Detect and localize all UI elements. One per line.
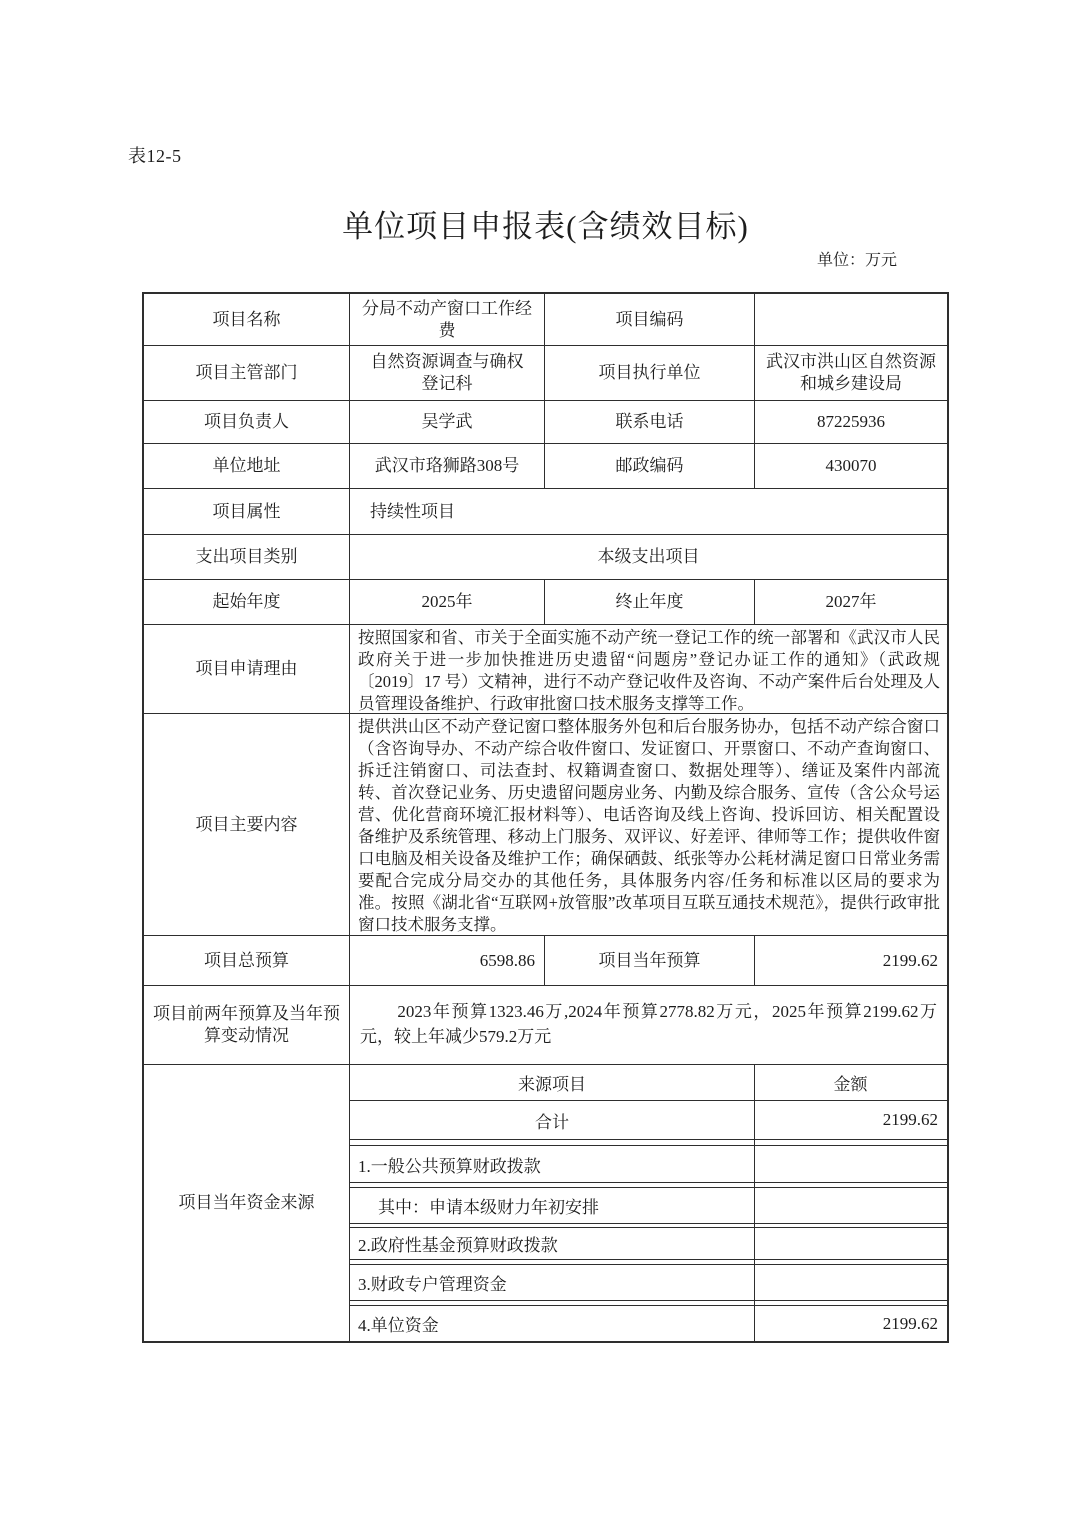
funding-sub-table [350,1065,947,1341]
label-current-year-funding: 项目当年资金来源 [144,1065,350,1341]
funding-column-divider [754,1065,755,1341]
value-project-leader: 吴学武 [350,401,545,443]
funding-row-total [350,1101,947,1140]
label-executing-unit: 项目执行单位 [545,346,755,400]
table-row [144,444,947,489]
label-expense-category: 支出项目类别 [144,535,350,579]
table-row [144,580,947,625]
value-supervising-dept: 自然资源调查与确权登记科 [350,346,545,400]
value-main-content: 提供洪山区不动产登记窗口整体服务外包和后台服务协办，包括不动产综合窗口（含咨询导办、不动产综合收件窗口、发证窗口、开票窗口、不动产查询窗口、拆迁注销窗口、司法查封、权籍调查窗口、数据处理等）、缮证及案件内部流转、首次登记业务、历史遗留问题房业务、内勤及综合服务、宣传（含公众号运营、优化营商环境汇报材料等）、电话咨询及线上咨询、投诉回访、相关配置设备维护及系统管理、移动上门服务、双评议、好差评、律师等工作；提供收件窗口电脑及相关设备及维护工作；确保硒鼓、纸张等办公耗材满足窗口日常业务需要配合完成分局交办的其他任务，具体服务内容/任务和标准以区局的要求为准。按照《湖北省“互联网+放管服”改革项目互联互通技术规范》，提供行政审批窗口技术服务支撑。 [358,717,940,934]
table-row [144,986,947,1065]
unit-note: 单位：万元 [816,252,897,269]
funding-item-name: 2.政府性基金预算财政拨款 [358,1236,558,1255]
value-previous-budgets: 2023年预算1323.46万,2024年预算2778.82万元，2025年预算2199.62万元，较上年减少579.2万元 [360,1002,937,1046]
value-expense-category: 本级支出项目 [597,547,700,566]
funding-col-source: 来源项目 [518,1075,586,1094]
label-contact-phone: 联系电话 [545,401,755,443]
label-end-year: 终止年度 [545,580,755,624]
funding-section-row [144,1065,947,1341]
value-project-name: 分局不动产窗口工作经费 [350,294,545,345]
value-unit-address: 武汉市珞狮路308号 [350,444,545,488]
table-row [144,625,947,714]
value-start-year: 2025年 [350,580,545,624]
funding-header-row [350,1065,947,1101]
label-project-code: 项目编码 [545,294,755,345]
value-executing-unit: 武汉市洪山区自然资源和城乡建设局 [766,352,936,393]
funding-total-amount: 2199.62 [882,1110,938,1129]
funding-row-own-level-arrangement [350,1187,947,1224]
application-form-table [142,292,949,1343]
label-total-budget: 项目总预算 [144,936,350,985]
value-postal-code: 430070 [825,456,877,475]
funding-item-amount [754,1228,947,1259]
funding-row-unit-funds [350,1305,947,1341]
funding-item-name: 1.一般公共预算财政拨款 [358,1156,541,1176]
funding-row-general-public [350,1145,947,1183]
value-project-code [755,294,947,345]
table-row [144,936,947,986]
funding-item-name: 4.单位资金 [358,1316,439,1335]
table-row [144,535,947,580]
label-project-name: 项目名称 [144,294,350,345]
table-row [144,714,947,936]
label-supervising-dept: 项目主管部门 [144,346,350,400]
funding-item-name: 3.财政专户管理资金 [358,1275,507,1294]
value-project-attribute: 持续性项目 [370,501,455,521]
label-project-attribute: 项目属性 [144,489,350,534]
page-title: 单位项目申报表(含绩效目标) [342,209,749,244]
label-main-content: 项目主要内容 [144,714,350,935]
label-start-year: 起始年度 [144,580,350,624]
funding-item-amount: 2199.62 [882,1313,938,1333]
value-current-year-budget: 2199.62 [882,950,938,970]
funding-item-amount [754,1188,947,1223]
value-application-reason: 按照国家和省、市关于全面实施不动产统一登记工作的统一部署和《武汉市人民政府关于进一步加快推进历史遗留“问题房”登记办证工作的通知》（武政规〔2019〕17 号）文精神，进行不动产登记收件及咨询、不动产案件后台处理及人员管理设备维护、行政审批窗口技术服务支撑等工作。 [358,628,940,713]
funding-row-fiscal-account [350,1264,947,1301]
value-contact-phone: 87225936 [817,412,885,431]
table-row [144,401,947,444]
funding-col-amount: 金额 [833,1075,868,1094]
funding-row-government-fund [350,1227,947,1260]
value-total-budget: 6598.86 [350,936,545,985]
funding-total-name: 合计 [535,1112,569,1132]
label-project-leader: 项目负责人 [144,401,350,443]
table-row [144,489,947,535]
label-previous-budgets: 项目前两年预算及当年预算变动情况 [144,986,350,1064]
funding-item-amount [754,1265,947,1300]
form-code: 表12-5 [128,146,182,166]
label-current-year-budget: 项目当年预算 [545,936,755,985]
funding-item-name: 其中：申请本级财力年初安排 [378,1198,599,1217]
value-end-year: 2027年 [825,592,877,611]
table-row [144,294,947,346]
label-unit-address: 单位地址 [144,444,350,488]
table-row [144,346,947,401]
label-application-reason: 项目申请理由 [144,625,350,713]
label-postal-code: 邮政编码 [545,444,755,488]
funding-item-amount [754,1146,947,1182]
